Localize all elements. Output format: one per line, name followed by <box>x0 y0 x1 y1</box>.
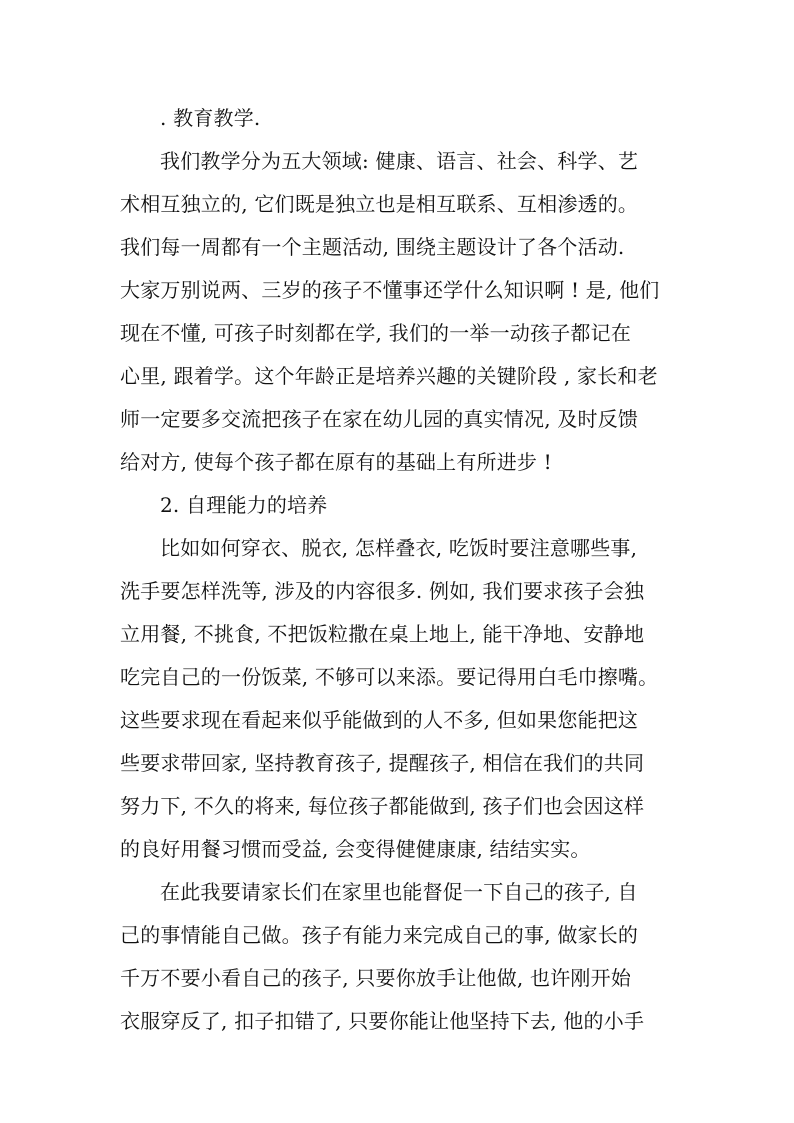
paragraph-line: 洗手要怎样洗等, 涉及的内容很多. 例如, 我们要求孩子会独 <box>120 579 645 603</box>
paragraph-line: 己的事情能自己做。孩子有能力来完成自己的事, 做家长的 <box>120 923 639 947</box>
paragraph-line: 现在不懂, 可孩子时刻都在学, 我们的一举一动孩子都记在 <box>120 321 632 345</box>
paragraph-line: 立用餐, 不挑食, 不把饭粒撒在桌上地上, 能干净地、安静地 <box>120 622 645 646</box>
paragraph-line: 的良好用餐习惯而受益, 会变得健健康康, 结结实实。 <box>120 837 591 861</box>
paragraph-line: 我们教学分为五大领域: 健康、语言、社会、科学、艺 <box>160 149 639 173</box>
paragraph-line: 努力下, 不久的将来, 每位孩子都能做到, 孩子们也会因这样 <box>120 794 645 818</box>
paragraph-line: 在此我要请家长们在家里也能督促一下自己的孩子, 自 <box>160 880 638 904</box>
paragraph-line: 衣服穿反了, 扣子扣错了, 只要你能让他坚持下去, 他的小手 <box>120 1009 645 1033</box>
paragraph-line: 这些要求现在看起来似乎能做到的人不多, 但如果您能把这 <box>120 708 639 732</box>
paragraph-line: 千万不要小看自己的孩子, 只要你放手让他做, 也许刚开始 <box>120 966 632 990</box>
paragraph-line: 术相互独立的, 它们既是独立也是相互联系、互相渗透的。 <box>120 192 639 216</box>
section-heading-education: . 教育教学. <box>160 106 261 130</box>
paragraph-line: 给对方, 使每个孩子都在原有的基础上有所进步 ! <box>120 450 552 474</box>
paragraph-line: 我们每一周都有一个主题活动, 围绕主题设计了各个活动. <box>120 235 625 259</box>
paragraph-line: 大家万别说两、三岁的孩子不懂事还学什么知识啊 ! 是, 他们 <box>120 278 660 302</box>
paragraph-line: 比如如何穿衣、脱衣, 怎样叠衣, 吃饭时要注意哪些事, <box>160 536 638 560</box>
paragraph-line: 吃完自己的一份饭菜, 不够可以来添。要记得用白毛巾擦嘴。 <box>120 665 659 689</box>
section-heading-self-care: 2. 自理能力的培养 <box>160 493 328 517</box>
paragraph-line: 师一定要多交流把孩子在家在幼儿园的真实情况, 及时反馈 <box>120 407 639 431</box>
paragraph-line: 些要求带回家, 坚持教育孩子, 提醒孩子, 相信在我们的共同 <box>120 751 645 775</box>
paragraph-line: 心里, 跟着学。这个年龄正是培养兴趣的关键阶段 , 家长和老 <box>120 364 658 388</box>
